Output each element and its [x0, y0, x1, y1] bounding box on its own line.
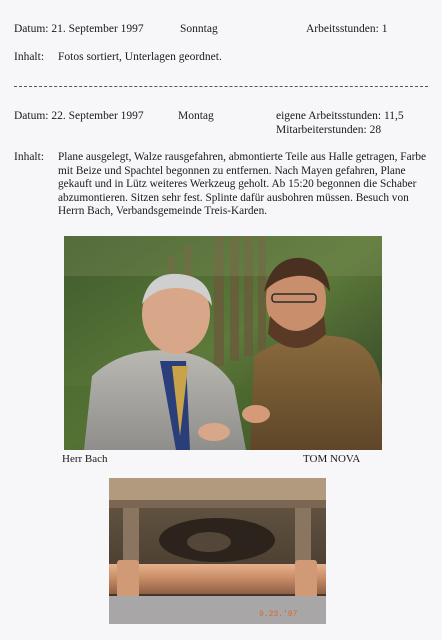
photo2-date-stamp: 9.23.'97	[259, 610, 298, 619]
entry1-content-label: Inhalt:	[14, 51, 45, 63]
entry2-content: Plane ausgelegt, Walze rausgefahren, abmontierte Teile aus Halle getragen, Farbe mit Beize und Spachtel begonnen zu entfernen. Nach Mayen gefahren, Plane gekauft und in Lütz weiteres Werkzeug geholt. Ab 15:20 begonnen die Schaber abzumontieren. Sitzen sehr fest. Splinte dafür ausbohren müssen. Besuch von Herrn Bach, Verbandsgemeinde Treis-Karden.	[58, 151, 427, 218]
entry1-weekday: Sonntag	[180, 23, 218, 35]
entry2-own-hours: eigene Arbeitsstunden: 11,5	[276, 110, 404, 122]
entry2-content-label: Inhalt:	[14, 151, 45, 163]
photo-machinery	[109, 478, 326, 624]
entry1-date: Datum: 21. September 1997	[14, 23, 144, 35]
photo1-caption-right: TOM NOVA	[303, 453, 361, 465]
photo-herr-bach	[64, 236, 382, 450]
entry-divider	[14, 86, 428, 87]
entry1-hours: Arbeitsstunden: 1	[306, 23, 388, 35]
entry2-date: Datum: 22. September 1997	[14, 110, 144, 122]
entry2-staff-hours: Mitarbeiterstunden: 28	[276, 124, 382, 136]
photo-herr-bach-image	[64, 236, 382, 450]
entry1-content: Fotos sortiert, Unterlagen geordnet.	[58, 51, 222, 63]
photo1-caption-left: Herr Bach	[62, 453, 108, 465]
photo-machinery-image	[109, 478, 326, 624]
entry2-weekday: Montag	[178, 110, 214, 122]
